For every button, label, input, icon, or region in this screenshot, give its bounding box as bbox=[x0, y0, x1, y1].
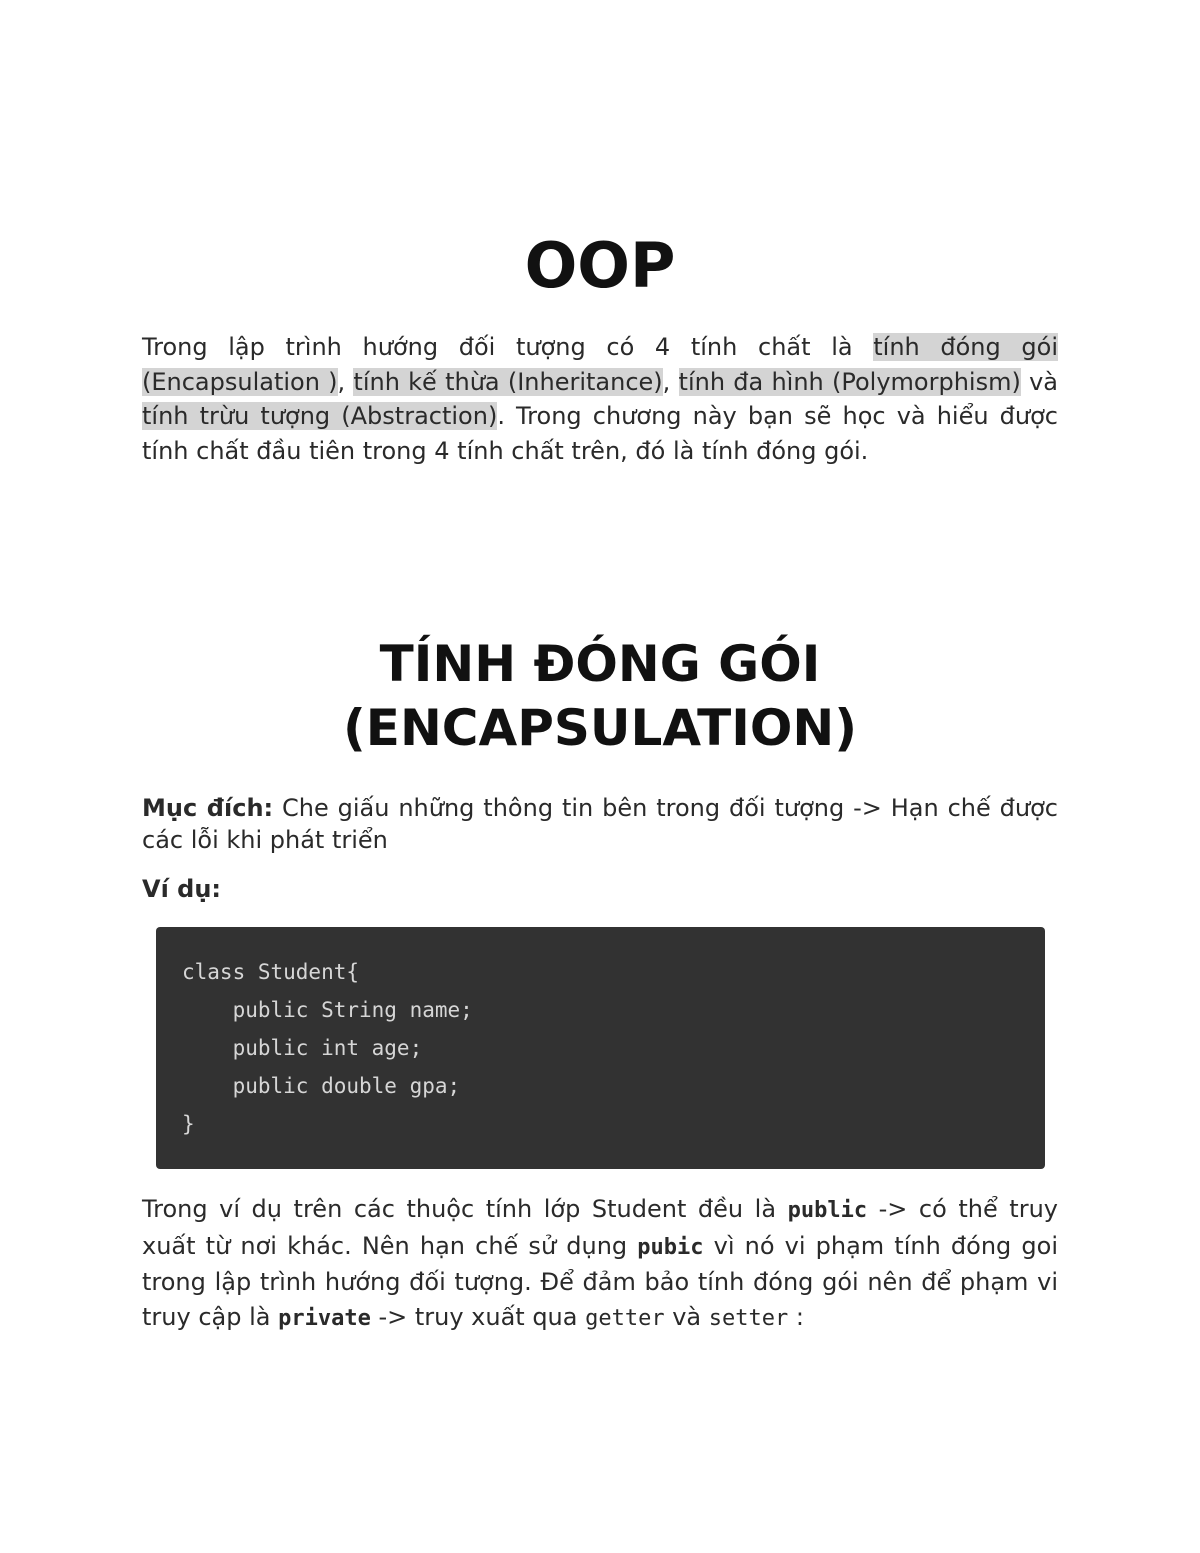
code-line: public int age; bbox=[182, 1036, 423, 1060]
example-label: Ví dụ: bbox=[142, 875, 222, 903]
section-title-line-1: TÍNH ĐÓNG GÓI bbox=[379, 635, 821, 693]
intro-sep-2: , bbox=[662, 367, 679, 396]
code-line: public String name; bbox=[182, 998, 473, 1022]
keyword-public: public bbox=[787, 1198, 868, 1223]
keyword-getter: getter bbox=[585, 1305, 665, 1331]
outro-text-1: Trong ví dụ trên các thuộc tính lớp Student đều là bbox=[142, 1195, 788, 1223]
highlight-encapsulation: tính đóng gói (Encapsulation ) bbox=[142, 333, 1058, 396]
intro-sep-1: , bbox=[337, 367, 354, 396]
page-title: OOP bbox=[524, 229, 676, 302]
purpose-label: Mục đích: bbox=[142, 794, 274, 822]
purpose-paragraph bbox=[142, 792, 1058, 856]
code-block bbox=[156, 927, 1045, 1169]
keyword-pubic: pubic bbox=[637, 1234, 704, 1260]
intro-prefix: Trong lập trình hướng đối tượng có 4 tính chất là bbox=[142, 333, 874, 361]
highlight-polymorphism: tính đa hình (Polymorphism) bbox=[678, 367, 1021, 396]
outro-text-6: : bbox=[788, 1302, 804, 1331]
outro-text-5: và bbox=[664, 1302, 709, 1331]
keyword-private: private bbox=[278, 1305, 371, 1331]
code-line: public double gpa; bbox=[182, 1074, 461, 1098]
intro-suffix: . Trong chương này bạn sẽ học và hiểu được tính chất đầu tiên trong 4 tính chất trên, đó là tính đóng gói. bbox=[142, 402, 1058, 465]
section-title bbox=[142, 632, 1058, 760]
keyword-setter: setter bbox=[708, 1305, 789, 1331]
outro-paragraph bbox=[142, 1192, 1058, 1336]
outro-text-2: -> có thể truy xuất từ nơi khác. Nên hạn chế sử dụng bbox=[142, 1195, 1058, 1260]
purpose-text: Che giấu những thông tin bên trong đối tượng -> Hạn chế được các lỗi khi phát triển bbox=[142, 794, 1058, 854]
section-title-line-2: (ENCAPSULATION) bbox=[342, 699, 858, 757]
code-line: } bbox=[182, 1112, 195, 1136]
outro-text-3: vì nó vi phạm tính đóng goi trong lập trình hướng đối tượng. Để đảm bảo tính đóng gói nên để phạm vi truy cập là bbox=[142, 1231, 1058, 1331]
intro-sep-3: và bbox=[1020, 367, 1058, 396]
outro-text-4: -> truy xuất qua bbox=[370, 1302, 586, 1331]
intro-paragraph bbox=[142, 330, 1058, 468]
highlight-inheritance: tính kế thừa (Inheritance) bbox=[353, 367, 663, 396]
highlight-abstraction: tính trừu tượng (Abstraction) bbox=[142, 402, 498, 430]
code-line: class Student{ bbox=[182, 960, 360, 984]
